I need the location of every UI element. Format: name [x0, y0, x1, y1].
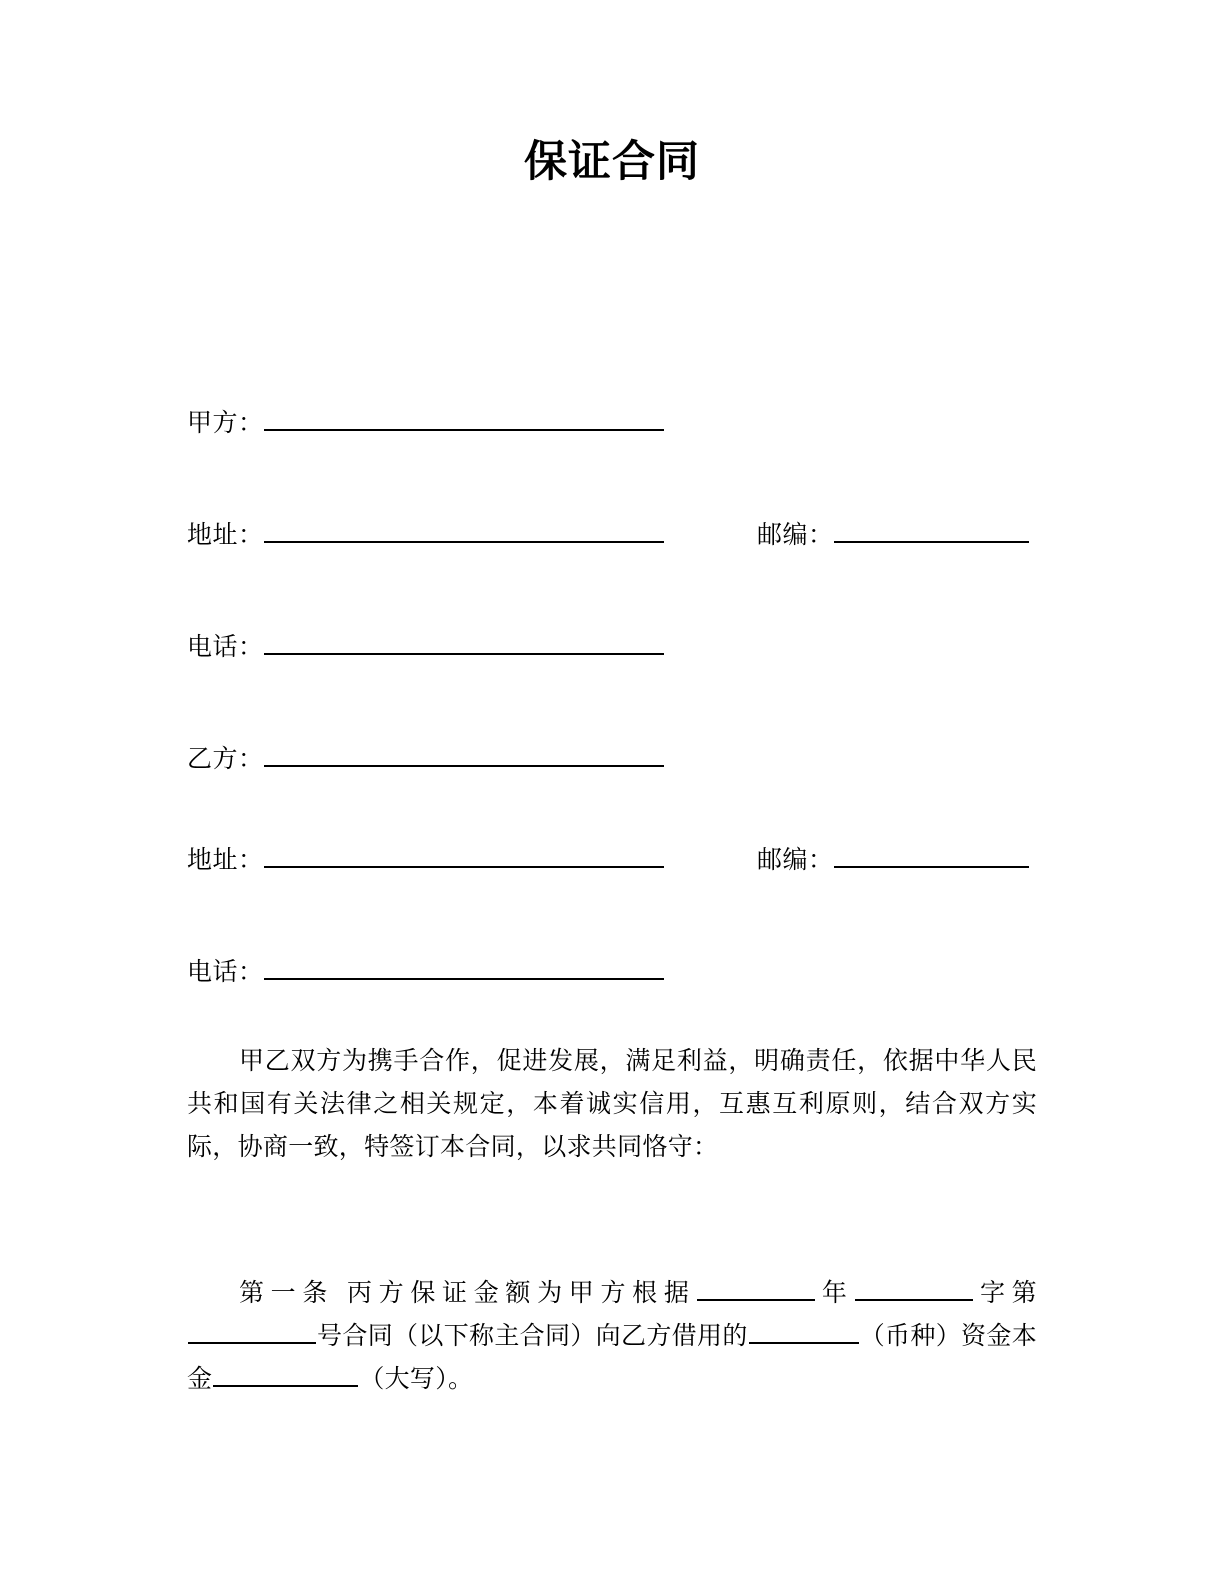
- principal-amount-input[interactable]: [213, 1363, 358, 1387]
- article-one-segment-4: 号合同（以下称主合同）向乙方借用的: [317, 1323, 748, 1350]
- field-label-phone-b: 电话：: [187, 959, 264, 986]
- zip-a-input[interactable]: [834, 515, 1029, 543]
- preamble-block: [187, 1040, 1037, 1169]
- phone-a-input[interactable]: [264, 627, 664, 655]
- article-one-block: [187, 1272, 1037, 1401]
- field-row-phone-a: [187, 627, 1087, 663]
- field-label-address-a: 地址：: [187, 522, 264, 549]
- field-label-zip-b: 邮编：: [757, 847, 834, 874]
- field-group-address-b: [187, 840, 700, 878]
- article-one-paragraph: [187, 1272, 1037, 1401]
- field-group-phone-a: [187, 627, 700, 665]
- field-group-zip-b: [757, 840, 1029, 878]
- field-label-party-b: 乙方：: [187, 746, 264, 773]
- field-label-phone-a: 电话：: [187, 634, 264, 661]
- field-label-zip-a: 邮编：: [757, 522, 834, 549]
- address-a-input[interactable]: [264, 515, 664, 543]
- article-one-segment-6: （大写）。: [359, 1366, 474, 1393]
- field-group-phone-b: [187, 952, 700, 990]
- field-group-party-a: [187, 403, 700, 441]
- field-row-party-b: [187, 739, 1087, 775]
- article-one-segment-5: （币种）资金本金: [187, 1323, 1037, 1393]
- field-label-party-a: 甲方：: [187, 410, 264, 437]
- contract-year-input[interactable]: [697, 1277, 815, 1301]
- field-row-phone-b: [187, 952, 1087, 988]
- article-one-segment-1: 第一条 丙方保证金额为甲方根据: [239, 1280, 696, 1307]
- party-a-input[interactable]: [264, 403, 664, 431]
- currency-type-input[interactable]: [749, 1320, 859, 1344]
- article-one-segment-2: 年: [815, 1280, 854, 1307]
- field-group-zip-a: [757, 515, 1029, 553]
- preamble-paragraph: 甲乙双方为携手合作，促进发展，满足利益，明确责任，依据中华人民共和国有关法律之相关规定，本着诚实信用，互惠互利原则，结合双方实际，协商一致，特签订本合同，以求共同恪守：: [187, 1048, 1037, 1161]
- field-row-party-a: [187, 403, 1087, 439]
- field-label-address-b: 地址：: [187, 847, 264, 874]
- contract-number-input[interactable]: [188, 1320, 316, 1344]
- field-group-party-b: [187, 739, 700, 777]
- phone-b-input[interactable]: [264, 952, 664, 980]
- field-group-address-a: [187, 515, 700, 553]
- address-b-input[interactable]: [264, 840, 664, 868]
- party-b-input[interactable]: [264, 739, 664, 767]
- field-row-address-b: [187, 840, 1087, 876]
- article-one-segment-3: 字第: [973, 1280, 1037, 1307]
- contract-word-input[interactable]: [855, 1277, 973, 1301]
- zip-b-input[interactable]: [834, 840, 1029, 868]
- field-row-address-a: [187, 515, 1087, 551]
- page-title: 保证合同: [524, 138, 700, 186]
